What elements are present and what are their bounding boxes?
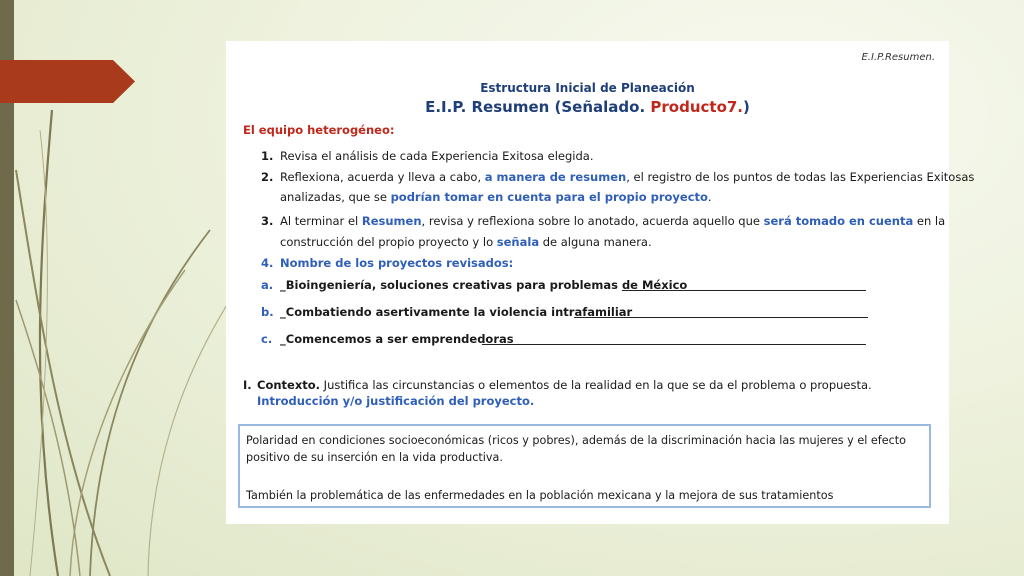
step-4-text: Nombre de los proyectos revisados: [280,256,514,270]
context-label: Contexto. [257,378,321,392]
step-3-text-e: de alguna manera. [539,235,652,249]
subtitle-part3: ) [743,98,750,116]
arrow-tab-icon [0,60,135,103]
project-c-underline [482,344,866,345]
answer-box [238,424,931,508]
step-2-line2 [280,190,712,204]
step-3-text-c: en la [913,214,946,228]
step-3-text-a: Al terminar el [280,214,362,228]
step-2-text-b: , el registro de los puntos de todas las Experiencias Exitosas [626,170,975,184]
step-2-number: 2. [261,170,274,184]
context-subtext: Introducción y/o justificación del proyecto. [257,394,535,408]
step-2-text-d: . [707,190,712,204]
step-3-line1 [280,214,945,228]
step-2-text-c: analizadas, que se [280,190,391,204]
subtitle-part1: E.I.P. Resumen (Señalado. [425,98,651,116]
project-b-underline [574,317,868,318]
answer-line-1: Polaridad en condiciones socioeconómicas (ricos y pobres), además de la discriminación hacia las mujeres y el efecto [246,434,906,447]
context-line [257,378,872,392]
subtitle-product: Producto7. [650,98,744,116]
step-4-number: 4. [261,256,274,270]
project-c-name: _Comencemos a ser emprendedoras [280,332,514,346]
step-2-line1 [280,170,974,184]
project-a-name: _Bioingeniería, soluciones creativas para problemas de México [280,278,688,292]
step-2-text-a: Reflexiona, acuerda y lleva a cabo, [280,170,485,184]
step-2-highlight-a: a manera de resumen [484,170,627,184]
page-subtitle [226,98,949,116]
step-3-text-d: construcción del propio proyecto y lo [280,235,497,249]
step-1-text: Revisa el análisis de cada Experiencia Exitosa elegida. [280,149,594,163]
project-c-letter: c. [261,332,273,346]
answer-line-3: También la problemática de las enfermedades en la población mexicana y la mejora de sus tratamientos [246,489,834,502]
step-3-number: 3. [261,214,274,228]
team-heading: El equipo heterogéneo: [243,123,395,137]
project-b-name: _Combatiendo asertivamente la violencia intrafamiliar [280,305,633,319]
step-3-highlight-a: Resumen [361,214,422,228]
answer-line-2: positivo de su inserción en la vida productiva. [246,451,503,464]
step-3-highlight-c: señala [496,235,540,249]
page-title: Estructura Inicial de Planeación [480,81,695,95]
context-text: Justifica las circunstancias o elementos de la realidad en la que se da el problema o propuesta. [320,378,872,392]
step-3-highlight-b: será tomado en cuenta [763,214,914,228]
step-3-text-b: , revisa y reflexiona sobre lo anotado, acuerda aquello que [421,214,764,228]
step-3-line2 [280,235,652,249]
project-a-underline [622,290,866,291]
corner-label: E.I.P.Resumen. [861,52,935,63]
project-a-letter: a. [261,278,274,292]
step-2-highlight-b: podrían tomar en cuenta para el propio proyecto [390,190,708,204]
context-numeral: I. [243,378,252,392]
document-page [226,41,975,524]
project-b-letter: b. [261,305,274,319]
step-1-number: 1. [261,149,274,163]
